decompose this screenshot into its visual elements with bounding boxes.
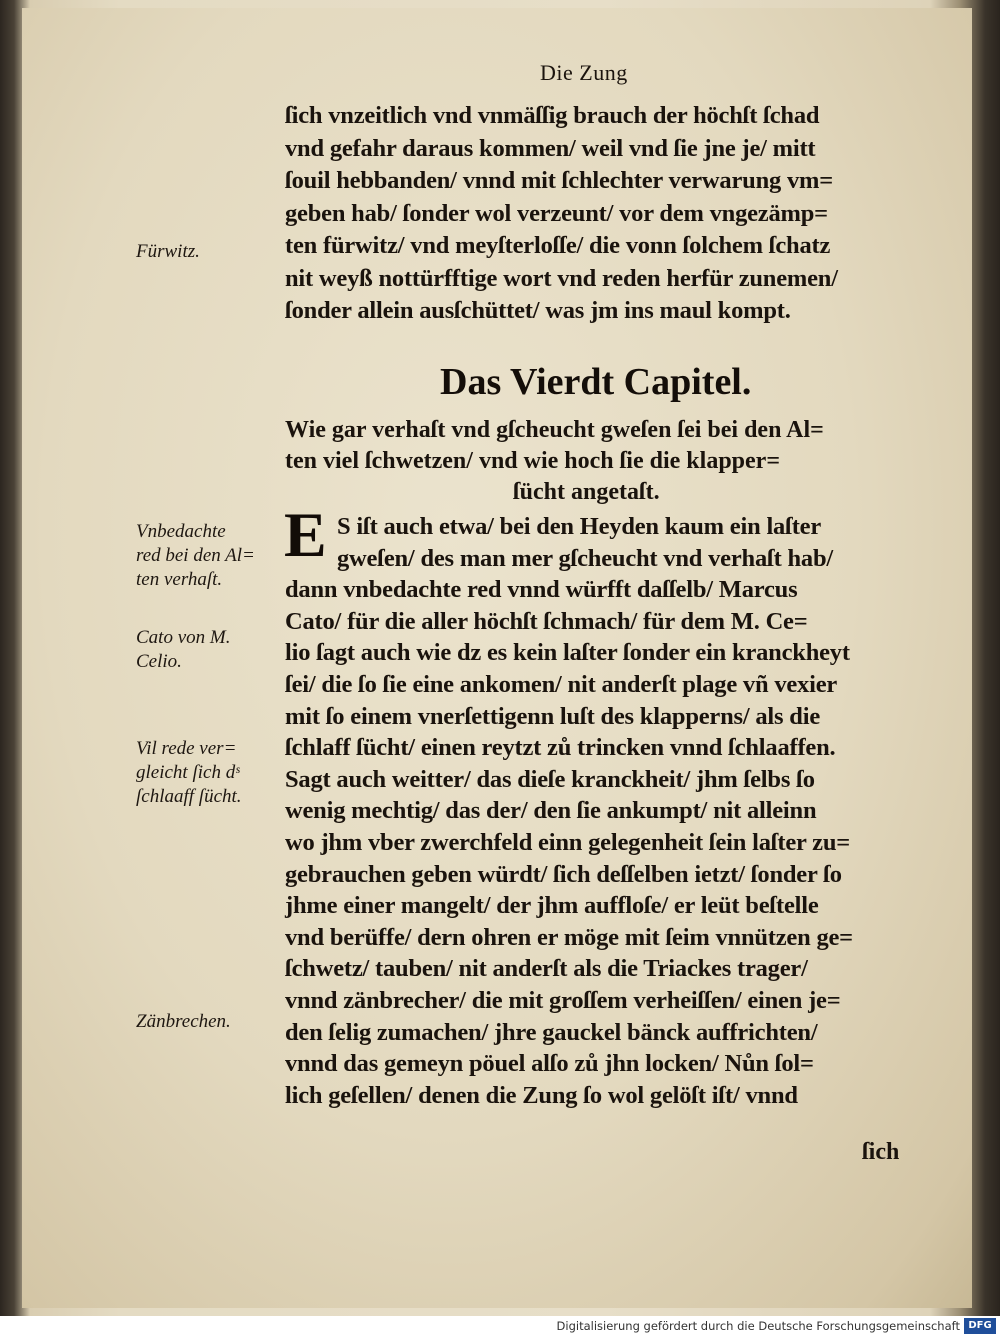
margin-note-line: ſchlaaff ſücht. [136,786,242,807]
summary-line: ſücht angetaſt. [513,479,660,505]
text-line: mit ſo einem vnerſettigenn luſt des klapperns/ als die [285,702,821,730]
text-line: ſei/ die ſo ſie eine ankomen/ nit anderſt plage vñ vexier [285,670,838,698]
margin-note-line: Celio. [136,651,182,672]
chapter-title: Das Vierdt Capitel. [440,361,752,403]
text-line: wenig mechtig/ das der/ den ſie ankumpt/ nit alleinn [285,797,817,825]
text-line: ſchwetz/ tauben/ nit anderſt als die Triackes trager/ [285,955,808,983]
text-line: wo jhm vber zwerchfeld einn gelegenheit ſein laſter zu= [285,828,851,856]
text-line: Cato/ für die aller höchſt ſchmach/ für dem M. Ce= [285,607,808,635]
margin-note-zanbrechen [136,1010,276,1034]
text-line: vnd gefahr daraus kommen/ weil vnd ſie jne je/ mitt [285,134,816,162]
chapter-summary [285,415,950,508]
margin-note-unbedachte [136,520,276,592]
text-line: vnnd zänbrecher/ die mit groſſem verheiſſen/ einen je= [285,986,841,1014]
text-line: ſouil hebbanden/ vnnd mit ſchlechter verwarung vm= [285,167,833,194]
margin-note-line: Vil rede ver= [136,738,237,759]
text-line: dann vnbedachte red vnnd würfft daſſelb/ Marcus [285,576,798,604]
text-line: ſchlaff ſücht/ einen reytzt zů trincken vnnd ſchlaaffen. [285,734,836,762]
text-line: S iſt auch etwa/ bei den Heyden kaum ein laſter [337,513,822,540]
margin-note-line: Cato von M. [136,627,231,648]
dfg-logo-icon[interactable] [964,1318,996,1334]
margin-note-vil-rede [136,737,276,809]
margin-note-line: ten verhaſt. [136,569,223,590]
dfg-logo-label: DFG [968,1320,992,1331]
margin-note-line: gleicht ſich dˢ [136,762,240,783]
margin-note-line: red bei den Al= [136,545,255,566]
catchword: ſich [862,1139,900,1165]
text-line: den ſelig zumachen/ jhre gauckel bänck auffrichten/ [285,1018,818,1046]
text-line: ten fürwitz/ vnd meyſterloſſe/ die vonn ſolchem ſchatz [285,232,831,259]
summary-line: Wie gar verhaſt vnd gſcheucht gweſen ſei bei den Al= [285,417,824,443]
text-line: vnnd das gemeyn pöuel alſo zů jhn locken/ Nůn ſol= [285,1050,814,1078]
summary-line: ten viel ſchwetzen/ vnd wie hoch ſie die klapper= [285,448,780,474]
margin-note-line: Zänbrechen. [136,1011,231,1032]
text-line: jhme einer mangelt/ der jhm auffloſe/ er leüt beſtelle [285,892,819,920]
text-line: vnd berüffe/ dern ohren er möge mit ſeim vnnützen ge= [285,923,853,951]
margin-note-fuerwitz [136,240,276,264]
drop-cap-initial: E [284,499,327,570]
margin-note-cato [136,626,276,674]
text-line: Sagt auch weitter/ das dieſe kranckheit/ jhm ſelbs ſo [285,765,815,793]
text-line: lio ſagt auch wie dz es kein laſter ſonder ein kranckheyt [285,639,850,667]
text-line: lich geſellen/ denen die Zung ſo wol gelöſt iſt/ vnnd [285,1081,798,1109]
text-line: ſonder allein ausſchüttet/ was jm ins maul kompt. [285,297,791,324]
funding-notice: Digitalisierung gefördert durch die Deutsche Forschungsgemeinschaft [556,1319,960,1333]
text-line: ſich vnzeitlich vnd vnmäſſig brauch der höchſt ſchad [285,102,820,129]
text-line: geben hab/ ſonder wol verzeunt/ vor dem vngezämp= [285,199,828,227]
text-line: nit weyß nottürfftige wort vnd reden herfür zunemen/ [285,264,838,292]
footer-bar [0,1316,1000,1337]
running-head: Die Zung [540,60,628,85]
margin-note-line: Fürwitz. [136,241,200,262]
body-text-main [285,511,950,1111]
text-line: gweſen/ des man mer gſcheucht vnd verhaſt hab/ [337,544,834,572]
margin-note-line: Vnbedachte [136,521,226,542]
body-text-top [285,100,950,328]
text-line: gebrauchen geben würdt/ ſich deſſelben ietzt/ ſonder ſo [285,860,842,888]
